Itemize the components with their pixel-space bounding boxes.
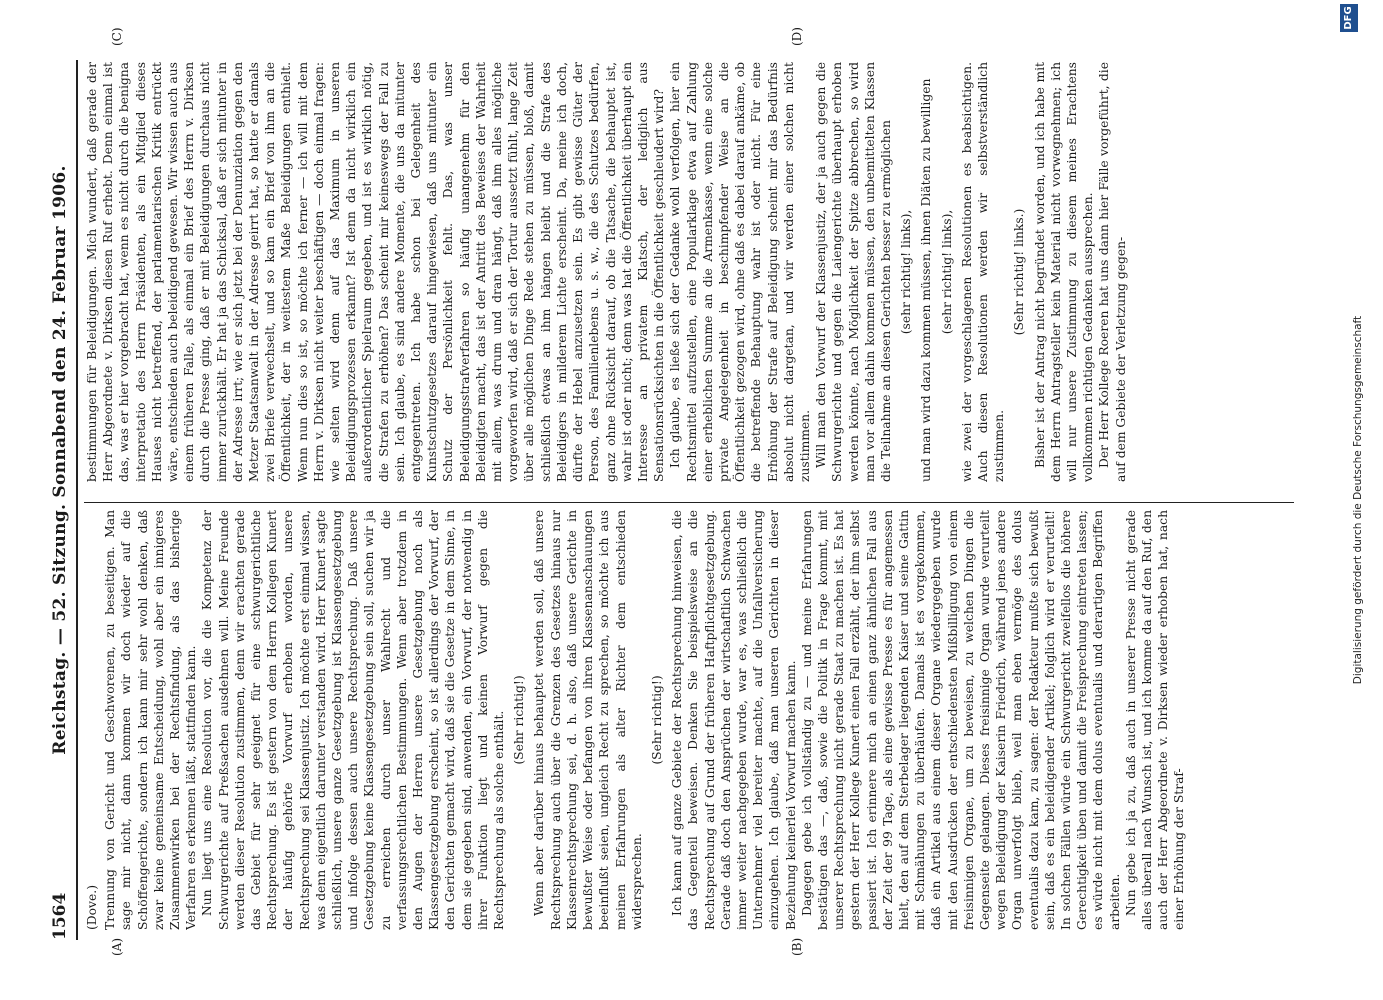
remark: (sehr richtig! links),	[899, 209, 914, 335]
header-rule	[76, 60, 78, 940]
paragraph: Wenn aber darüber hinaus behauptet werden soll, daß unsere Rechtsprechung auch über die Grenzen des Gesetzes hinaus nur Klassenrechtsprechung sei, d. h. also, daß unsere Gerichte in bewußter Weise oder befangen von ihren Klassenanschauungen beeinflußt seien, ungleich Recht zu sprechen, so möchte ich aus meinen Erfahrungen als alter Richter dem entschieden widersprechen.	[532, 510, 644, 930]
left-column	[84, 510, 1294, 930]
remark: (Sehr richtig! links.)	[1012, 208, 1027, 336]
page-header	[45, 60, 75, 940]
paragraph: Will man den Vorwurf der Klassenjustiz, der ja auch gegen die Schwurgerichte und gegen die Laiengerichte überhaupt erhoben werden könnte, nach Möglichkeit der Spitze abbrechen, so wird man vor allem dahin kommen müssen, den unbemittelten Klassen die Teilnahme an diesen Gerichten besser zu ermöglichen	[814, 62, 893, 482]
paragraph: Der Herr Kollege Roeren hat uns dann hier Fälle vorgeführt, die auf dem Gebiete der Verletzung gegen-	[1097, 62, 1128, 482]
speaker-label: (Dove.)	[85, 885, 99, 930]
page-title: Reichstag. — 52. Sitzung. Sonnabend den 24. Februar 1906.	[50, 165, 70, 755]
dfg-logo: DFG	[1340, 4, 1358, 32]
paragraph: und man wird dazu kommen müssen, ihnen Diäten zu bewilligen	[919, 78, 934, 482]
paragraph: Bisher ist der Antrag nicht begründet worden, und ich habe mit dem Herrn Antragsteller kein Material nicht vorwegnehmen; ich will nur unsere Zustimmung zu diesem meines Erachtens vollkommen richtigen Gedanken aussprechen.	[1032, 62, 1096, 482]
paragraph: Nun gebe ich ja zu, daß auch in unserer Presse nicht gerade alles überall nach Wunsch ist, und ich komme da auf den Ruf, den auch der Herr Abgeordnete v. Dirksen wieder erhoben hat, nach einer Erhöhung der Straf-	[1123, 510, 1187, 930]
paragraph: Trennung von Gericht und Geschworenen, zu beseitigen. Man sage mir nicht, dann kommen wir doch wieder auf die Schöffengerichte, sondern ich kann mir sehr wohl denken, daß zwar keine gemeinsame Entscheidung, wohl aber ein innigeres Zusammenwirken bei der Rechtsfindung, als das bisherige Verfahren es erkennen läßt, stattfinden kann.	[103, 510, 199, 930]
remark: (Sehr richtig!)	[512, 675, 527, 765]
margin-marker-a: (A)	[110, 937, 124, 956]
margin-marker-c: (C)	[110, 27, 124, 46]
paragraph: Ich glaube, es ließe sich der Gedanke wohl verfolgen, hier ein Rechtsmittel aufzustellen, eine Popularklage etwa auf Zahlung einer erheblichen Summe an die Armenkasse, wenn eine solche private Angelegenheit in beschimpfender Weise an die Öffentlichkeit gezogen wird, ohne daß es dabei darauf ankäme, ob die betreffende Behauptung wahr ist oder nicht. Für eine Erhöhung der Strafe auf Beleidigung scheint mir das Bedürfnis absolut nicht dargetan, und wir werden einer solchen nicht zustimmen.	[668, 62, 812, 482]
column-divider	[84, 502, 1294, 503]
digitization-credit: Digitalisierung gefördert durch die Deutsche Forschungsgemeinschaft	[1352, 315, 1364, 685]
paragraph: Ich kann auf ganze Gebiete der Rechtsprechung hinweisen, die das Gegenteil beweisen. Denken Sie beispielsweise an die Rechtsprechung auf Grund der früheren Haftpflichtgesetzgebung. Gerade daß doch den Ansprüchen der wirtschaftlich Schwachen immer weiter nachgegeben wurde, war es, was schließlich die Unternehmer viel bereiter machte, auf die Unfallversicherung einzugehen. Ich glaube, daß man unseren Gerichten in dieser Beziehung keinerlei Vorwurf machen kann.	[670, 510, 798, 930]
remark: (Sehr richtig!)	[649, 675, 664, 765]
paragraph: wie zwei der vorgeschlagenen Resolutionen es beabsichtigen. Auch diesen Resolutionen werden wir selbstverständlich zustimmen.	[959, 62, 1007, 482]
page-number: 1564	[50, 892, 70, 940]
margin-marker-d: (D)	[790, 27, 804, 46]
paragraph: Nun liegt uns eine Resolution vor, die die Kompetenz der Schwurgerichte auf Preßsachen ausdehnen will. Meine Freunde werden dieser Resolution zustimmen, denn wir erachten gerade das Gebiet für sehr geeignet für eine schwurgerichtliche Rechtsprechung. Es ist gestern von dem Herrn Kollegen Kunert der häufig gehörte Vorwurf erhoben worden, unsere Rechtsprechung sei Klassenjustiz. Ich möchte erst einmal wissen, was denn eigentlich darunter verstanden wird. Herr Kunert sagte schließlich, unsere ganze Gesetzgebung ist Klassengesetzgebung und infolge dessen auch unsere Rechtsprechung. Daß unsere Gesetzgebung keine Klassengesetzgebung sein soll, suchen wir ja zu erreichen durch unser Wahlrecht und die verfassungsrechtlichen Bestimmungen. Wenn aber trotzdem in den Augen der Herren unsere Gesetzgebung noch als Klassengesetzgebung erscheint, so ist allerdings der Vorwurf, der den Gerichten gemacht wird, daß sie die Gesetze in dem Sinne, in dem sie gegeben sind, anwenden, ein Vorwurf, der notwendig in ihrer Funktion liegt und keinen Vorwurf gegen die Rechtsprechung als solche enthält.	[200, 510, 507, 930]
paragraph: Dagegen gebe ich vollständig zu — und meine Erfahrungen bestätigen das —, daß, sowie die Politik in Frage kommt, mit unserer Rechtsprechung nicht gerade Staat zu machen ist. Es hat gestern der Herr Kollege Kunert einen Fall erzählt, der ihm selbst passiert ist. Ich erinnere mich an einen ganz ähnlichen Fall aus der Zeit der 99 Tage, als eine gewisse Presse es für angemessen hielt, den auf dem Sterbelager liegenden Kaiser und seine Gattin mit Schmähungen zu überhäufen. Damals ist es vorgekommen, daß ein Artikel aus einem dieser Organe wiedergegeben wurde mit den Ausdrücken der entschiedensten Mißbilligung von einem freisinnigen Organe, um zu beweisen, zu welchen Dingen die Gegenseite gelangen. Dieses freisinnige Organ wurde verurteilt wegen Beleidigung der Kaiserin Friedrich, während jenes andere Organ unverfolgt blieb, weil man eben vermöge des dolus eventualis dazu kam, zu sagen: der Redakteur mußte sich bewußt sein, daß es ein beleidigender Artikel; folglich wird er verurteilt! In solchen Fällen würde ein Schwurgericht zweifellos die höhere Gerechtigkeit üben und damit die Freisprechung eintreten lassen; es würde nicht mit dem dolus eventualis und derartigen Begriffen arbeiten.	[799, 510, 1122, 930]
right-column	[84, 62, 1294, 482]
paragraph: bestimmungen für Beleidigungen. Mich wundert, daß gerade der Herr Abgeordnete v. Dirksen diesen Ruf erhebt. Denn einmal ist das, was er hier vorgebracht hat, wenn es nicht durch die benigna interpretatio des Herrn Präsidenten, als ein Mitglied dieses Hauses nicht betreffend, der parlamentarischen Kritik entrückt wäre, entschieden auch beleidigend gewesen. Wir wissen auch aus einem früheren Falle, als einmal ein Brief des Herrn v. Dirksen durch die Presse ging, daß er mit Beleidigungen durchaus nicht immer zurückhält. Er hat ja das Schicksal, daß er sich mitunter in der Adresse irrt; wie er sich jetzt bei der Denunziation gegen den Metzer Staatsanwalt in der Adresse geirrt hat, so hatte er damals zwei Briefe verwechselt, und so kam ein Brief von ihm an die Öffentlichkeit, der in weitestem Maße Beleidigungen enthielt. Wenn nun dies so ist, so möchte ich ferner — ich will mit dem Herrn v. Dirksen nicht weiter beschäftigen — doch einmal fragen: wie selten wird denn auf das Maximum in unseren Beleidigungsprozessen erkannt? Ist denn da nicht wirklich ein außerordentlicher Spielraum gegeben, und ist es wirklich nötig, die Strafen zu erhöhen? Das scheint mir keineswegs der Fall zu sein. Ich glaube, es sind andere Momente, die uns da mitunter entgegentreten. Ich habe schon bei Gelegenheit des Kunstschutzgesetzes darauf hingewiesen, daß uns mitunter ein Schutz der Persönlichkeit fehlt. Das, was unser Beleidigungsstrafverfahren so häufig unangenehm für den Beleidigten macht, das ist der Antritt des Beweises der Wahrheit mit allem, was drum und dran hängt, daß ihm alles mögliche vorgeworfen wird, daß er sich der Tortur aussetzt fühlt, lange Zeit über alle möglichen Dinge Rede stehen zu müssen, bloß, damit schließlich etwas an ihm hängen bleibt und die Strafe des Beleidigers in milderem Lichte erscheint. Da, meine ich doch, dürfte der Hebel anzusetzen sein. Es gibt gewisse Güter der Person, des Familienlebens u. s. w., die des Schutzes bedürfen, ganz ohne Rücksicht darauf, ob die Tatsache, die behauptet ist, wahr ist oder nicht; denn was hat die Öffentlichkeit überhaupt ein Interesse an privatem Klatsch, der lediglich aus Sensationsrücksichten in die Öffentlichkeit geschleudert wird?	[85, 62, 667, 482]
remark: (sehr richtig! links),	[939, 209, 954, 335]
margin-marker-b: (B)	[790, 937, 804, 956]
